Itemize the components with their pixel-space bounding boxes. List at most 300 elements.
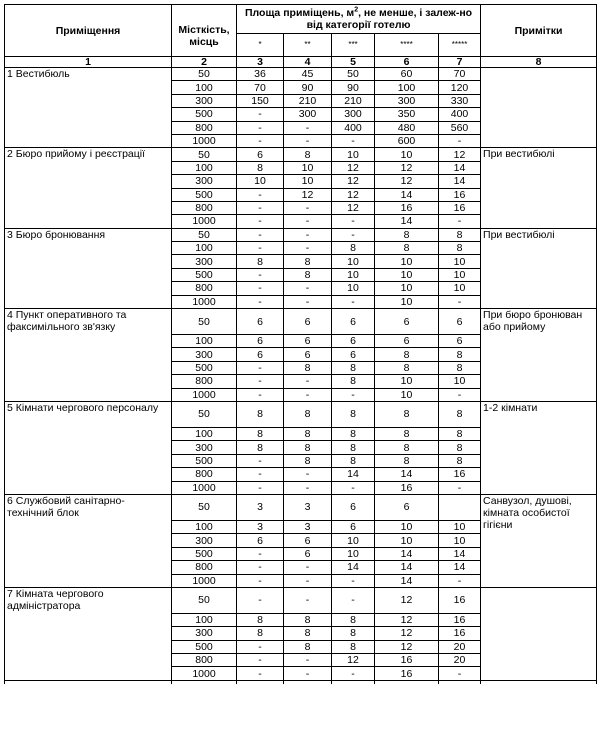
header-area-sup: 2: [354, 6, 359, 14]
room-name: 4 Пункт оперативного та факсимільного зв'язку: [5, 309, 172, 402]
area-cell: 50: [332, 68, 375, 81]
area-cell: -: [237, 547, 284, 560]
area-cell: 10: [237, 175, 284, 188]
area-cell: -: [237, 481, 284, 494]
area-cell: -: [439, 295, 481, 308]
area-cell: 400: [439, 108, 481, 121]
area-cell: 14: [439, 561, 481, 574]
area-cell: 10: [375, 388, 439, 401]
area-cell: 210: [284, 94, 332, 107]
area-cell: -: [237, 295, 284, 308]
area-cell: 6: [439, 309, 481, 335]
header-notes: Примітки: [481, 5, 597, 57]
area-cell: 560: [439, 121, 481, 134]
area-cell: 12: [332, 654, 375, 667]
capacity-cell: 50: [172, 68, 237, 81]
area-cell: 8: [237, 427, 284, 440]
area-cell: 10: [375, 295, 439, 308]
capacity-cell: 50: [172, 148, 237, 161]
area-cell: 8: [439, 228, 481, 241]
area-cell: 8: [332, 375, 375, 388]
area-cell: 16: [375, 654, 439, 667]
area-cell: 45: [284, 68, 332, 81]
area-cell: 8: [375, 348, 439, 361]
area-cell: 20: [439, 640, 481, 653]
capacity-cell: 500: [172, 108, 237, 121]
area-cell: -: [332, 667, 375, 680]
area-cell: -: [439, 134, 481, 147]
continuation-cell: [5, 680, 172, 684]
area-cell: -: [237, 574, 284, 587]
table-row: [5, 494, 597, 520]
area-cell: 3: [237, 520, 284, 533]
area-cell: 8: [284, 627, 332, 640]
capacity-cell: 800: [172, 468, 237, 481]
area-cell: 6: [237, 335, 284, 348]
column-number: 6: [375, 57, 439, 68]
area-cell: -: [237, 375, 284, 388]
area-cell: -: [284, 654, 332, 667]
area-cell: -: [439, 667, 481, 680]
capacity-cell: 500: [172, 640, 237, 653]
area-cell: 10: [375, 282, 439, 295]
capacity-cell: 800: [172, 375, 237, 388]
area-cell: 300: [284, 108, 332, 121]
area-cell: -: [284, 215, 332, 228]
area-cell: 16: [375, 201, 439, 214]
area-cell: 8: [332, 441, 375, 454]
area-cell: 8: [375, 242, 439, 255]
note-cell: [481, 68, 597, 148]
area-cell: 14: [375, 561, 439, 574]
capacity-cell: 800: [172, 282, 237, 295]
continuation-cell: [332, 680, 375, 684]
area-cell: 10: [332, 268, 375, 281]
area-cell: 10: [375, 255, 439, 268]
area-cell: 8: [332, 454, 375, 467]
area-cell: 90: [284, 81, 332, 94]
column-number-row: [5, 57, 597, 68]
area-cell: 6: [284, 348, 332, 361]
area-cell: -: [439, 215, 481, 228]
area-cell: 8: [439, 242, 481, 255]
area-cell: 8: [332, 640, 375, 653]
room-name: 6 Службовий санітарно-технічний блок: [5, 494, 172, 587]
document: [4, 4, 597, 684]
capacity-cell: 300: [172, 94, 237, 107]
continuation-cell: [481, 680, 597, 684]
area-cell: 8: [237, 627, 284, 640]
area-cell: -: [237, 654, 284, 667]
hotel-rooms-area-table: [4, 4, 597, 684]
area-cell: -: [237, 454, 284, 467]
area-cell: -: [284, 121, 332, 134]
capacity-cell: 1000: [172, 295, 237, 308]
area-cell: -: [237, 228, 284, 241]
area-cell: 12: [375, 613, 439, 626]
area-cell: -: [332, 587, 375, 613]
area-cell: 8: [284, 148, 332, 161]
area-cell: 6: [439, 335, 481, 348]
area-cell: 6: [375, 494, 439, 520]
area-cell: -: [332, 574, 375, 587]
area-cell: 8: [439, 361, 481, 374]
area-cell: 8: [375, 454, 439, 467]
area-cell: -: [439, 481, 481, 494]
capacity-cell: 1000: [172, 574, 237, 587]
area-cell: -: [237, 388, 284, 401]
area-cell: [439, 494, 481, 520]
area-cell: 12: [332, 161, 375, 174]
area-cell: -: [237, 268, 284, 281]
area-cell: 14: [332, 468, 375, 481]
area-cell: 10: [284, 161, 332, 174]
area-cell: 8: [439, 441, 481, 454]
area-cell: 10: [439, 520, 481, 533]
area-cell: -: [284, 574, 332, 587]
area-cell: -: [284, 481, 332, 494]
area-cell: 8: [284, 613, 332, 626]
area-cell: -: [332, 295, 375, 308]
area-cell: 6: [284, 309, 332, 335]
area-cell: 8: [332, 613, 375, 626]
area-cell: 6: [375, 309, 439, 335]
area-cell: 70: [237, 81, 284, 94]
area-cell: 16: [439, 468, 481, 481]
capacity-cell: 300: [172, 441, 237, 454]
area-cell: 6: [332, 348, 375, 361]
capacity-cell: 50: [172, 401, 237, 427]
continuation-cell: [284, 680, 332, 684]
room-name: 7 Кімната чергового адміністратора: [5, 587, 172, 680]
area-cell: 14: [375, 468, 439, 481]
continuation-row: [5, 680, 597, 684]
area-cell: 8: [237, 613, 284, 626]
area-cell: -: [284, 587, 332, 613]
header-area: [237, 5, 481, 34]
area-cell: -: [237, 468, 284, 481]
area-cell: 8: [375, 401, 439, 427]
area-cell: -: [237, 188, 284, 201]
area-cell: -: [237, 242, 284, 255]
area-cell: 10: [375, 268, 439, 281]
area-cell: 14: [375, 574, 439, 587]
capacity-cell: 100: [172, 520, 237, 533]
capacity-cell: 50: [172, 587, 237, 613]
table-row: [5, 309, 597, 335]
continuation-cell: [439, 680, 481, 684]
area-cell: 8: [284, 454, 332, 467]
area-cell: 6: [332, 309, 375, 335]
capacity-cell: 500: [172, 547, 237, 560]
area-cell: 10: [439, 375, 481, 388]
area-cell: 8: [284, 255, 332, 268]
capacity-cell: 100: [172, 242, 237, 255]
area-cell: 12: [375, 587, 439, 613]
area-cell: 8: [237, 441, 284, 454]
area-cell: -: [284, 134, 332, 147]
area-cell: 350: [375, 108, 439, 121]
capacity-cell: 100: [172, 161, 237, 174]
area-cell: -: [284, 201, 332, 214]
area-cell: 400: [332, 121, 375, 134]
area-cell: 12: [332, 201, 375, 214]
area-cell: 3: [284, 520, 332, 533]
area-cell: 12: [332, 188, 375, 201]
area-cell: 10: [332, 148, 375, 161]
area-cell: 8: [332, 361, 375, 374]
capacity-cell: 300: [172, 627, 237, 640]
area-cell: 8: [332, 627, 375, 640]
area-cell: 14: [439, 547, 481, 560]
capacity-cell: 100: [172, 81, 237, 94]
area-cell: 12: [375, 175, 439, 188]
column-number: 3: [237, 57, 284, 68]
area-cell: 36: [237, 68, 284, 81]
area-cell: 10: [284, 175, 332, 188]
capacity-cell: 100: [172, 613, 237, 626]
area-cell: 90: [332, 81, 375, 94]
area-cell: 16: [439, 201, 481, 214]
area-cell: -: [284, 242, 332, 255]
table-row: [5, 401, 597, 427]
table-body: [5, 68, 597, 684]
capacity-cell: 50: [172, 494, 237, 520]
capacity-cell: 300: [172, 348, 237, 361]
area-cell: -: [332, 134, 375, 147]
area-cell: -: [332, 388, 375, 401]
capacity-cell: 500: [172, 188, 237, 201]
header-area-prefix: Площа приміщень, м: [244, 7, 355, 19]
area-cell: 10: [439, 282, 481, 295]
area-cell: 120: [439, 81, 481, 94]
area-cell: 6: [332, 520, 375, 533]
area-cell: 3: [237, 494, 284, 520]
area-cell: 10: [375, 148, 439, 161]
area-cell: 3: [284, 494, 332, 520]
capacity-cell: 800: [172, 121, 237, 134]
area-cell: -: [332, 228, 375, 241]
area-cell: 8: [439, 427, 481, 440]
note-cell: [481, 587, 597, 680]
area-cell: -: [237, 561, 284, 574]
capacity-cell: 500: [172, 361, 237, 374]
area-cell: 12: [332, 175, 375, 188]
column-number: 4: [284, 57, 332, 68]
area-cell: 16: [375, 481, 439, 494]
note-cell: 1-2 кімнати: [481, 401, 597, 494]
star-category-2: **: [284, 34, 332, 57]
capacity-cell: 1000: [172, 215, 237, 228]
continuation-cell: [172, 680, 237, 684]
table-row: [5, 68, 597, 81]
area-cell: -: [284, 228, 332, 241]
area-cell: 10: [332, 534, 375, 547]
area-cell: 10: [375, 534, 439, 547]
capacity-cell: 100: [172, 427, 237, 440]
capacity-cell: 1000: [172, 667, 237, 680]
area-cell: 6: [237, 309, 284, 335]
area-cell: 16: [439, 587, 481, 613]
area-cell: 300: [332, 108, 375, 121]
area-cell: 6: [237, 534, 284, 547]
area-cell: 10: [439, 268, 481, 281]
area-cell: 8: [375, 427, 439, 440]
continuation-cell: [237, 680, 284, 684]
area-cell: 8: [375, 228, 439, 241]
area-cell: 10: [332, 255, 375, 268]
star-category-5: *****: [439, 34, 481, 57]
area-cell: 70: [439, 68, 481, 81]
area-cell: 10: [439, 255, 481, 268]
table-row: [5, 228, 597, 241]
area-cell: -: [284, 561, 332, 574]
area-cell: 6: [332, 494, 375, 520]
room-name: 1 Вестибюль: [5, 68, 172, 148]
area-cell: -: [237, 121, 284, 134]
area-cell: 210: [332, 94, 375, 107]
area-cell: 10: [439, 534, 481, 547]
area-cell: 60: [375, 68, 439, 81]
room-name: 3 Бюро бронювання: [5, 228, 172, 308]
area-cell: -: [284, 388, 332, 401]
capacity-cell: 500: [172, 268, 237, 281]
area-cell: 8: [237, 401, 284, 427]
area-cell: -: [237, 361, 284, 374]
area-cell: 8: [237, 161, 284, 174]
area-cell: 8: [375, 361, 439, 374]
area-cell: 10: [375, 520, 439, 533]
area-cell: 14: [439, 175, 481, 188]
area-cell: 8: [375, 441, 439, 454]
area-cell: 10: [375, 375, 439, 388]
area-cell: -: [237, 201, 284, 214]
area-cell: -: [284, 282, 332, 295]
area-cell: -: [439, 574, 481, 587]
capacity-cell: 50: [172, 228, 237, 241]
capacity-cell: 800: [172, 201, 237, 214]
area-cell: -: [284, 667, 332, 680]
area-cell: 12: [284, 188, 332, 201]
area-cell: 6: [284, 534, 332, 547]
capacity-cell: 50: [172, 309, 237, 335]
star-category-3: ***: [332, 34, 375, 57]
area-cell: 12: [375, 640, 439, 653]
capacity-cell: 300: [172, 175, 237, 188]
capacity-cell: 100: [172, 335, 237, 348]
area-cell: 8: [237, 255, 284, 268]
area-cell: 8: [284, 640, 332, 653]
note-cell: При бюро бронюван або прийому: [481, 309, 597, 402]
area-cell: 14: [375, 215, 439, 228]
area-cell: -: [237, 640, 284, 653]
area-cell: 8: [332, 242, 375, 255]
capacity-cell: 800: [172, 654, 237, 667]
room-name: 5 Кімнати чергового персоналу: [5, 401, 172, 494]
area-cell: -: [332, 481, 375, 494]
capacity-cell: 300: [172, 534, 237, 547]
area-cell: 6: [284, 547, 332, 560]
area-cell: -: [439, 388, 481, 401]
header-capacity: Місткість, місць: [172, 5, 237, 57]
room-name: 2 Бюро прийому і реєстрації: [5, 148, 172, 228]
header-room: Приміщення: [5, 5, 172, 57]
area-cell: 16: [439, 613, 481, 626]
header-row: [5, 5, 597, 34]
area-cell: -: [284, 375, 332, 388]
capacity-cell: 1000: [172, 481, 237, 494]
column-number: 7: [439, 57, 481, 68]
area-cell: -: [332, 215, 375, 228]
area-cell: 8: [439, 401, 481, 427]
area-cell: 8: [284, 268, 332, 281]
area-cell: 14: [375, 547, 439, 560]
area-cell: -: [284, 295, 332, 308]
area-cell: 8: [439, 454, 481, 467]
capacity-cell: 800: [172, 561, 237, 574]
area-cell: 16: [439, 627, 481, 640]
area-cell: 14: [332, 561, 375, 574]
area-cell: 14: [439, 161, 481, 174]
continuation-cell: [375, 680, 439, 684]
capacity-cell: 300: [172, 255, 237, 268]
area-cell: 10: [332, 547, 375, 560]
area-cell: 6: [237, 348, 284, 361]
note-cell: При вестибюлі: [481, 148, 597, 228]
capacity-cell: 500: [172, 454, 237, 467]
capacity-cell: 1000: [172, 134, 237, 147]
area-cell: 12: [375, 627, 439, 640]
column-number: 5: [332, 57, 375, 68]
table-row: [5, 587, 597, 613]
area-cell: -: [237, 282, 284, 295]
column-number: 8: [481, 57, 597, 68]
area-cell: -: [237, 108, 284, 121]
area-cell: 100: [375, 81, 439, 94]
area-cell: 330: [439, 94, 481, 107]
area-cell: 8: [284, 427, 332, 440]
area-cell: 8: [439, 348, 481, 361]
area-cell: 10: [332, 282, 375, 295]
area-cell: 6: [332, 335, 375, 348]
column-number: 2: [172, 57, 237, 68]
area-cell: 6: [284, 335, 332, 348]
area-cell: -: [237, 667, 284, 680]
area-cell: 8: [332, 427, 375, 440]
area-cell: 16: [375, 667, 439, 680]
capacity-cell: 1000: [172, 388, 237, 401]
area-cell: 480: [375, 121, 439, 134]
area-cell: 16: [439, 188, 481, 201]
area-cell: 6: [237, 148, 284, 161]
note-cell: Санвузол, душові, кімната особистої гігієни: [481, 494, 597, 587]
star-category-1: *: [237, 34, 284, 57]
note-cell: При вестибюлі: [481, 228, 597, 308]
area-cell: 8: [284, 401, 332, 427]
area-cell: 8: [284, 361, 332, 374]
area-cell: 600: [375, 134, 439, 147]
area-cell: 14: [375, 188, 439, 201]
area-cell: 12: [439, 148, 481, 161]
area-cell: 150: [237, 94, 284, 107]
area-cell: -: [284, 468, 332, 481]
area-cell: -: [237, 134, 284, 147]
area-cell: 300: [375, 94, 439, 107]
table-row: [5, 148, 597, 161]
header-area-suffix: , не менше, і залеж-но від категорії готелю: [306, 7, 473, 31]
area-cell: -: [237, 587, 284, 613]
star-category-4: ****: [375, 34, 439, 57]
